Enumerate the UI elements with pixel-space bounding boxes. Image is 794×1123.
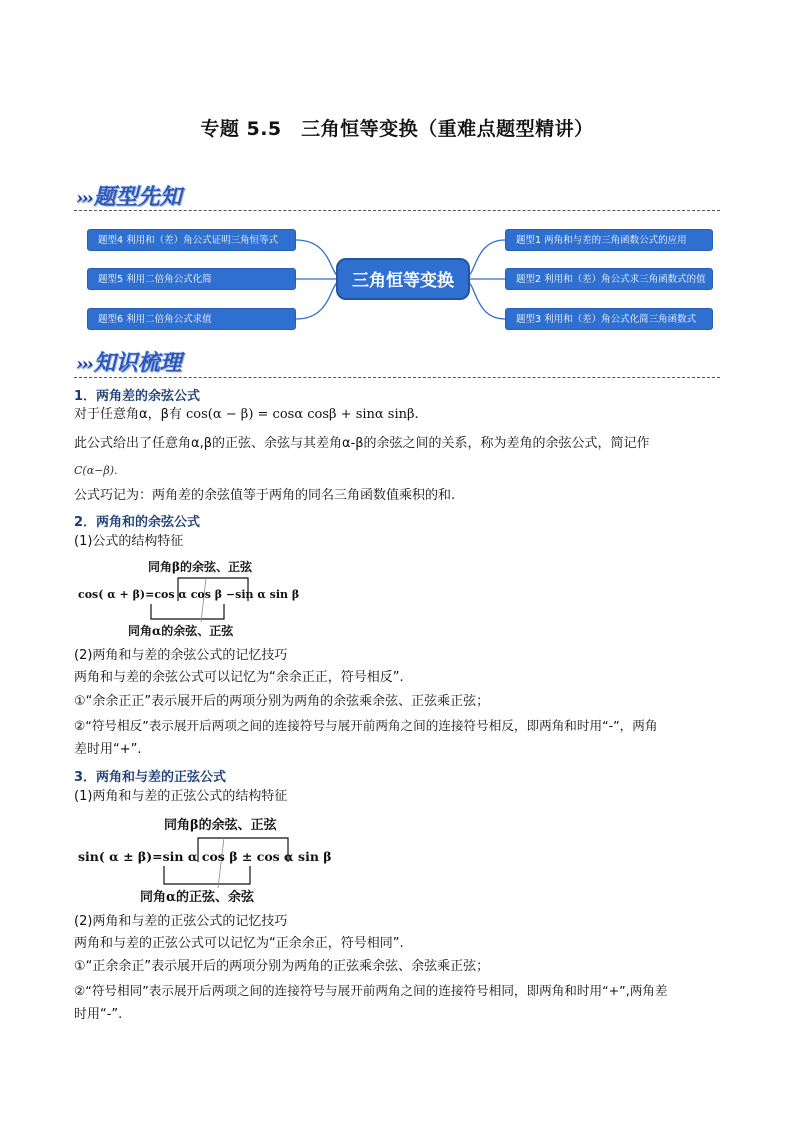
mindmap-center: 三角恒等变换 (336, 258, 470, 300)
mindmap-node-type2: 题型2 利用和（差）角公式求三角函数式的值 (505, 268, 713, 290)
figure-cos-sum-structure (78, 556, 300, 640)
banner-text: 题型先知 (93, 184, 182, 210)
section-heading-1: 1．两角差的余弦公式 (74, 389, 201, 404)
mindmap-connectors (0, 0, 794, 360)
formula-lhs: sin( α ± β)= (78, 849, 163, 864)
divider (74, 377, 720, 378)
banner-text: 知识梳理 (93, 350, 182, 376)
section-heading-3: 3．两角和与差的正弦公式 (74, 770, 227, 785)
term: sin β (269, 588, 300, 601)
paragraph: 此公式给出了任意角α,β的正弦、余弦与其差角α-β的余弦之间的关系，称为差角的余弦公式，简记作 (74, 436, 650, 451)
figure-top-label: 同角β的余弦、正弦 (148, 560, 252, 574)
section-banner-knowledge (76, 346, 182, 377)
section-heading-2: 2．两角和的余弦公式 (74, 515, 201, 530)
mindmap-node-type6: 题型6 利用二倍角公式求值 (87, 308, 296, 330)
mindmap-node-type5: 题型5 利用二倍角公式化简 (87, 268, 296, 290)
figure-top-label: 同角β的余弦、正弦 (164, 818, 277, 833)
mindmap-node-type3: 题型3 利用和（差）角公式化简三角函数式 (505, 308, 713, 330)
subheading: (1)两角和与差的正弦公式的结构特征 (74, 789, 288, 804)
paragraph: 两角和与差的正弦公式可以记忆为“正余余正，符号相同”. (74, 936, 404, 951)
page-title: 专题 5.5 三角恒等变换（重难点题型精讲） (200, 118, 594, 140)
text: 对于任意角α，β有 (74, 407, 182, 422)
paragraph: ①“余余正正”表示展开后的两项分别为两角的余弦乘余弦、正弦乘正弦； (74, 694, 490, 709)
subheading: (1)公式的结构特征 (74, 534, 184, 549)
mindmap-node-type1: 题型1 两角和与差的三角函数公式的应用 (505, 229, 713, 251)
formula-lhs: cos( α + β)= (78, 588, 155, 601)
triple-arrow-icon: ››› (76, 354, 92, 375)
paragraph: 两角和与差的余弦公式可以记忆为“余余正正，符号相反”. (74, 670, 404, 685)
paragraph: ②“符号相同”表示展开后两项之间的连接符号与展开前两角之间的连接符号相同，即两角和时用“+”,两角差 (74, 983, 668, 998)
term: sin α (235, 588, 266, 601)
paragraph: 时用“-”. (74, 1007, 123, 1022)
triple-arrow-icon: ››› (76, 188, 92, 209)
paragraph: 差时用“+”. (74, 742, 142, 757)
formula-row (78, 588, 299, 601)
operator: ± (241, 849, 253, 864)
figure-sin-sum-structure (78, 812, 332, 908)
formula-cos-difference: cos(α − β) = cosα cosβ + sinα sinβ. (186, 407, 419, 422)
operator: − (225, 588, 236, 601)
figure-bottom-label: 同角α的正弦、余弦 (140, 890, 255, 905)
figure-bottom-label: 同角α的余弦、正弦 (128, 624, 234, 638)
paragraph: ②“符号相反”表示展开后两项之间的连接符号与展开前两角之间的连接符号相反，即两角和时用“-”，两角 (74, 718, 658, 733)
term: sin β (298, 849, 332, 864)
mindmap-node-type4: 题型4 利用和（差）角公式证明三角恒等式 (87, 229, 296, 251)
paragraph (74, 405, 724, 425)
subheading: (2)两角和与差的正弦公式的记忆技巧 (74, 914, 288, 929)
paragraph: 公式巧记为：两角差的余弦值等于两角的同名三角函数值乘积的和. (74, 488, 456, 503)
term: cos β (190, 588, 223, 601)
formula-abbr: C(α−β). (74, 464, 118, 477)
term: cos β (201, 849, 238, 864)
term: sin α (162, 849, 198, 864)
paragraph: ①“正余余正”表示展开后的两项分别为两角的正弦乘余弦、余弦乘正弦； (74, 959, 490, 974)
subheading: (2)两角和与差的余弦公式的记忆技巧 (74, 648, 288, 663)
term: cos α (154, 588, 187, 601)
formula-row (78, 849, 332, 864)
term: cos α (256, 849, 294, 864)
